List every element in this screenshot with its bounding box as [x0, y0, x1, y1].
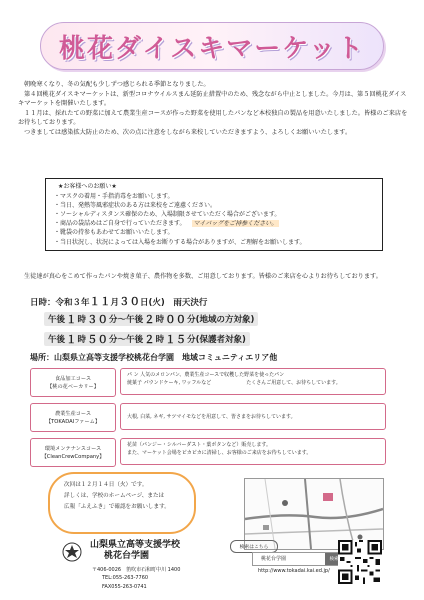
intro-text [18, 80, 408, 138]
end-minute: ００ [165, 313, 187, 326]
course-row [30, 403, 388, 430]
products-paragraph: 生徒達が真心をこめて作ったパンや焼き菓子、農作物を多数、ご用意しております。皆様のご来店を心よりお待ちしております。 [24, 273, 382, 280]
hour-unit: 時 [155, 315, 165, 325]
next-event-bubble [48, 472, 196, 534]
intro-line: 朝晩寒くなり、冬の気配も少しずつ感じられる季節となりました。 [24, 81, 210, 88]
end-minute: １５ [165, 333, 187, 346]
course-label [30, 403, 116, 432]
intro-line: つきましては感染拡大防止のため、次の点に注意をしながら来校していただきますよう、よろしくお願いいたします。 [24, 128, 352, 136]
notice-item: ・ソーシャルディスタンス確保のため、入場制限させていただく場合がございます。 [54, 211, 281, 219]
date-prefix: 日時：令和３年 [30, 298, 90, 308]
start-minute: ５０ [87, 333, 109, 346]
qr-code-icon [338, 540, 382, 584]
date-line [30, 294, 207, 309]
pm-label: 午後 [126, 335, 144, 345]
minute-unit: 分 [109, 315, 118, 325]
bag-note: マイバッグをご持参ください。 [193, 220, 278, 228]
date-weekday: (火) [148, 298, 165, 308]
end-hour: ２ [144, 333, 155, 346]
course-row [30, 368, 388, 395]
hour-unit: 時 [77, 335, 87, 345]
date-day: ３０ [119, 296, 141, 308]
intro-line: １１月は、採れたての野菜に加えて農業生産コースが作った野菜を使用したパンなど本校独自の製品を用意いたしました。皆様のご来店をお待ちしております。 [18, 109, 408, 127]
course-row [30, 438, 388, 465]
date-day-unit: 日 [140, 298, 149, 308]
school-name [90, 540, 180, 562]
visitor-notice-box [45, 178, 383, 251]
search-query: 桃花台学園 [261, 556, 287, 562]
search-button[interactable]: 検索 [325, 553, 343, 565]
school-contact [92, 566, 180, 591]
search-here-badge: 検索はこちら [230, 540, 278, 553]
course-line: パ ン 人気のメロンパン、農業生産コースで収穫した野菜を使ったパン [127, 372, 285, 378]
session-time [44, 312, 258, 326]
page-title: 桃花ダイスキマーケット [59, 33, 365, 64]
session-time [44, 332, 250, 346]
tilde: ～ [117, 315, 127, 325]
pm-label: 午後 [126, 315, 144, 325]
place-line: 場所：山梨県立高等支援学校桃花台学園 地域コミュニティエリア他 [30, 353, 278, 362]
course-sub: 【桃の花ベーカリー】 [47, 383, 99, 390]
next-event-info: 詳しくは、学校のホームページ、または [64, 493, 165, 499]
course-description [120, 368, 386, 395]
hour-unit: 時 [77, 315, 87, 325]
school-logo-icon [62, 542, 82, 562]
notice-item: ・靴袋の持参もあわせてお願いいたします。 [54, 229, 174, 237]
next-event-info: 広報「ふえふき」で確認をお願いします。 [64, 504, 170, 510]
school-name-line: 桃花台学園 [104, 551, 150, 561]
minute-unit: 分 [187, 335, 196, 345]
notice-item: ・マスクの着用・手指消毒をお願いします。 [54, 193, 174, 201]
course-line: 焼菓子 パウンドケーキ, ワッフルなど たくさんご用意して、お待ちしています。 [127, 380, 341, 386]
course-sub: 【CleanCrewCompany】 [41, 453, 105, 460]
course-label [30, 438, 116, 467]
course-name: 農業生産コース [54, 410, 92, 417]
notice-item-text: ・商品の袋詰めはご自身で行っていただきます。 [54, 220, 186, 228]
course-label [30, 368, 116, 397]
next-event-date: 次回は１２月１４日（火）です。 [64, 482, 148, 488]
course-name: 食品加工コース [54, 375, 92, 382]
school-tel: TEL:055-263-7760 [102, 575, 149, 582]
intro-line: 第４回桃花ダイスキマーケットは、新型コロナウイルスまん延防止措置中のため、残念ながら中止としました。今月は、第５回桃花ダイスキマーケットを開催いたします。 [18, 90, 407, 108]
school-name-line: 山梨県立高等支援学校 [90, 540, 181, 550]
course-description [120, 403, 386, 430]
course-sub: 【TOKADAIファーム】 [45, 418, 101, 425]
pm-label: 午後 [48, 335, 66, 345]
school-url[interactable]: http://www.tokadai.kai.ed.jp/ [258, 568, 330, 574]
pm-label: 午後 [48, 315, 66, 325]
notice-item: ・当日、発熱等風邪症状のある方は来校をご遠慮ください。 [54, 202, 217, 210]
notice-item [54, 219, 374, 228]
tilde: ～ [117, 335, 127, 345]
session-audience: (地域の方対象) [195, 315, 255, 325]
minute-unit: 分 [187, 315, 196, 325]
notice-item: ・当日状況し、状況によっては入場をお断りする場合がありますが、ご理解をお願いします。 [54, 238, 306, 246]
course-line: 花苗（パンジー・シルバーダスト・葉ボタンなど）販売します。 [127, 442, 272, 448]
notice-heading: ★お客様へのお願い★ [58, 183, 117, 190]
course-line: また、マーケット会場をピカピカに清掃し、お客様のご来店をお待ちしています。 [127, 450, 312, 456]
title-banner [40, 22, 384, 70]
session-audience: (保護者対象) [195, 335, 246, 345]
school-postal: 〒406-0026 笛吹市石和町中川 1400 [92, 567, 181, 573]
end-hour: ２ [144, 313, 155, 326]
course-line: 大根, 白菜, ネギ, サツマイモなどを用意して、皆さまをお待ちしています。 [127, 413, 296, 420]
weather-note: 雨天決行 [173, 298, 208, 308]
start-hour: １ [66, 313, 77, 326]
date-month: １１ [89, 296, 111, 308]
school-fax: FAX055-263-0741 [102, 583, 147, 590]
course-description [120, 438, 386, 465]
course-name: 環境メンテナンスコース [44, 445, 102, 452]
date-month-unit: 月 [110, 298, 120, 308]
start-hour: １ [66, 333, 77, 346]
hour-unit: 時 [155, 335, 165, 345]
start-minute: ３０ [87, 313, 109, 326]
search-box[interactable] [252, 552, 344, 566]
minute-unit: 分 [109, 335, 118, 345]
